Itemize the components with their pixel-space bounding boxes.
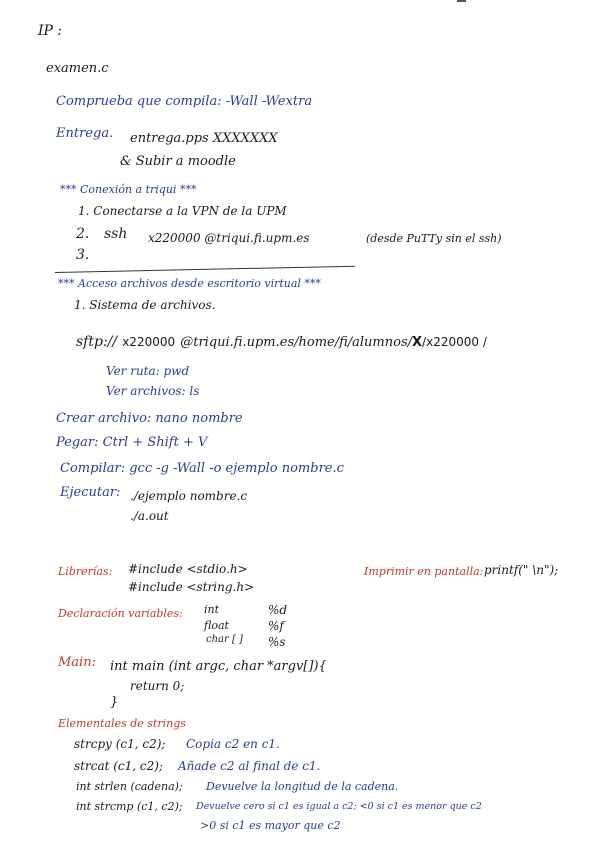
- decl-type-char: char [ ]: [206, 634, 243, 645]
- section-divider: [55, 266, 355, 273]
- entrega-upload-note: & Subir a moodle: [120, 154, 236, 169]
- triqui-step-2-host: x220000 @triqui.fi.upm.es: [148, 231, 310, 245]
- sftp-bold-x: X: [412, 335, 423, 350]
- sftp-prefix: sftp://: [76, 334, 118, 350]
- page-title: IP :: [38, 23, 63, 39]
- triqui-step-2-ssh: ssh: [104, 226, 128, 242]
- decl-format-float: %f: [268, 619, 284, 633]
- sftp-path: [76, 331, 487, 350]
- pegar: Pegar: Ctrl + Shift + V: [56, 435, 208, 450]
- virtual-section-title: *** Acceso archivos desde escritorio virtual ***: [58, 277, 321, 290]
- string-desc-strcat: Añade c2 al final de c1.: [178, 759, 321, 773]
- triqui-section-title: *** Conexión a triqui ***: [60, 183, 197, 196]
- top-edge-mark: [457, 0, 466, 2]
- string-fn-strlen: int strlen (cadena);: [76, 780, 183, 793]
- ejecutar-command: ./ejemplo nombre.c: [130, 489, 248, 503]
- main-close-brace: }: [110, 695, 119, 710]
- filename: examen.c: [46, 61, 109, 76]
- virtual-step-1: 1. Sistema de archivos.: [74, 298, 216, 312]
- entrega-label: Entrega.: [56, 126, 114, 141]
- sftp-user: x220000: [122, 335, 176, 349]
- decl-type-float: float: [204, 619, 229, 632]
- decl-format-char: %s: [268, 635, 286, 649]
- strings-section-title: Elementales de strings: [58, 717, 186, 730]
- string-desc-strcmp: Devuelve cero si c1 es igual a c2; <0 si c1 es menor que c2: [196, 801, 482, 812]
- compilar: Compilar: gcc -g -Wall -o ejemplo nombre.c: [60, 461, 344, 476]
- string-fn-strcpy: strcpy (c1, c2);: [74, 737, 166, 751]
- compile-check: Comprueba que compila: -Wall -Wextra: [56, 94, 313, 109]
- decl-format-int: %d: [268, 603, 288, 617]
- ejecutar-label: Ejecutar:: [60, 485, 121, 500]
- string-fn-strcat: strcat (c1, c2);: [74, 759, 163, 773]
- include-stdio: #include <stdio.h>: [128, 562, 248, 576]
- sftp-host: @triqui.fi.upm.es/home/fi/alumnos/: [180, 335, 413, 350]
- triqui-step-3: 3.: [76, 247, 90, 263]
- triqui-step-2-number: 2.: [76, 226, 90, 242]
- entrega-command: entrega.pps XXXXXXX: [130, 131, 278, 146]
- decl-type-int: int: [204, 603, 220, 616]
- string-desc-strcpy: Copia c2 en c1.: [186, 737, 280, 751]
- ejecutar-alt: ./a.out: [130, 509, 169, 523]
- imprimir-code: printf(" \n");: [484, 563, 559, 577]
- triqui-step-1: 1. Conectarse a la VPN de la UPM: [78, 204, 287, 218]
- include-string: #include <string.h>: [128, 580, 255, 594]
- crear-archivo: Crear archivo: nano nombre: [56, 411, 243, 426]
- triqui-step-2-note: (desde PuTTy sin el ssh): [366, 232, 502, 245]
- string-desc-strcmp-cont: >0 si c1 es mayor que c2: [200, 819, 341, 832]
- main-signature: int main (int argc, char *argv[]){: [110, 659, 327, 674]
- ver-ruta: Ver ruta: pwd: [106, 364, 190, 378]
- string-fn-strcmp: int strcmp (c1, c2);: [76, 800, 183, 813]
- imprimir-label: Imprimir en pantalla:: [364, 565, 484, 578]
- ver-archivos: Ver archivos: ls: [106, 384, 200, 398]
- main-return: return 0;: [130, 679, 185, 693]
- librerias-label: Librerías:: [58, 565, 113, 578]
- main-label: Main:: [58, 655, 96, 670]
- declaracion-label: Declaración variables:: [58, 607, 183, 620]
- sftp-tail: /x220000 /: [422, 335, 487, 349]
- string-desc-strlen: Devuelve la longitud de la cadena.: [206, 780, 399, 793]
